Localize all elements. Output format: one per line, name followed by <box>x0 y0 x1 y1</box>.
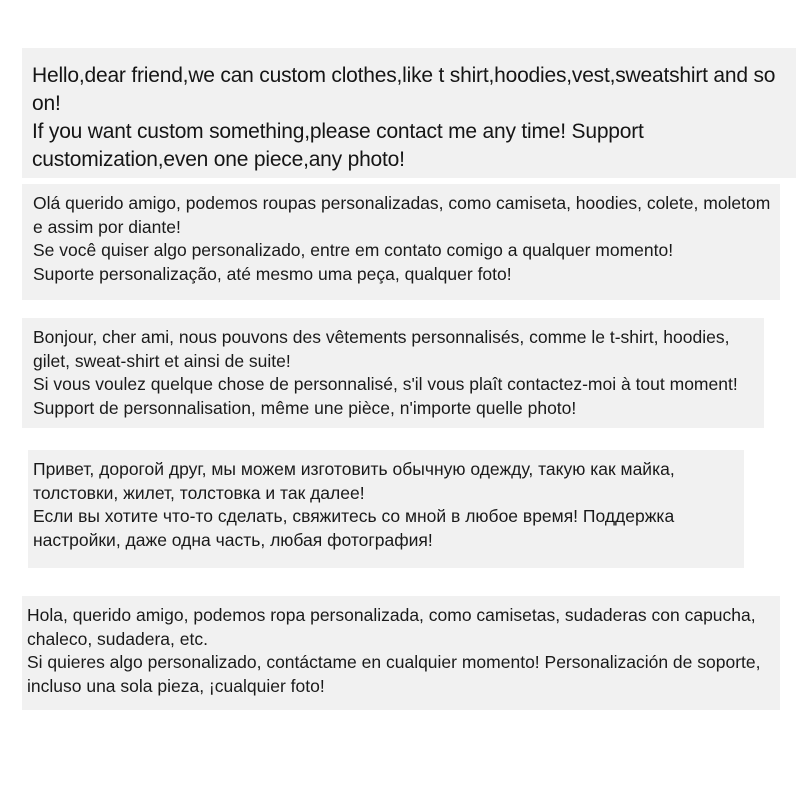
notice-spanish-line-2: Si quieres algo personalizado, contáctame en cualquier momento! Personalización de soporte, incluso una sola pieza, ¡cualquier foto! <box>27 652 761 696</box>
notice-portuguese-line-3: Suporte personalização, até mesmo uma peça, qualquer foto! <box>33 263 512 284</box>
notice-french-line-2: Si vous voulez quelque chose de personnalisé, s'il vous plaît contactez-moi à tout moment! Support de personnalisation, même une pièce, n'importe quelle photo! <box>33 374 738 418</box>
notice-russian <box>28 450 744 568</box>
notice-portuguese-line-1: Olá querido amigo, podemos roupas personalizadas, como camiseta, hoodies, colete, moletom e assim por diante! <box>33 193 771 237</box>
notice-russian-line-1: Привет, дорогой друг, мы можем изготовить обычную одежду, такую как майка, толстовки, жилет, толстовка и так далее! <box>33 459 675 503</box>
notice-english <box>22 48 796 178</box>
notice-spanish-line-1: Hola, querido amigo, podemos ropa personalizada, como camisetas, sudaderas con capucha, chaleco, sudadera, etc. <box>27 605 756 649</box>
notice-french <box>22 318 764 428</box>
notice-portuguese <box>22 184 780 300</box>
notice-portuguese-line-2: Se você quiser algo personalizado, entre em contato comigo a qualquer momento! <box>33 240 674 260</box>
notice-spanish <box>22 596 780 710</box>
notice-english-line-1: Hello,dear friend,we can custom clothes,like t shirt,hoodies,vest,sweatshirt and so on! <box>32 64 776 115</box>
notice-english-line-2: If you want custom something,please contact me any time! Support customization,even one piece,any photo! <box>32 120 644 171</box>
notice-russian-line-2: Если вы хотите что-то сделать, свяжитесь со мной в любое время! Поддержка настройки, даже одна часть, любая фотография! <box>33 506 675 550</box>
notice-french-line-1: Bonjour, cher ami, nous pouvons des vêtements personnalisés, comme le t-shirt, hoodies, gilet, sweat-shirt et ainsi de suite! <box>33 327 730 371</box>
